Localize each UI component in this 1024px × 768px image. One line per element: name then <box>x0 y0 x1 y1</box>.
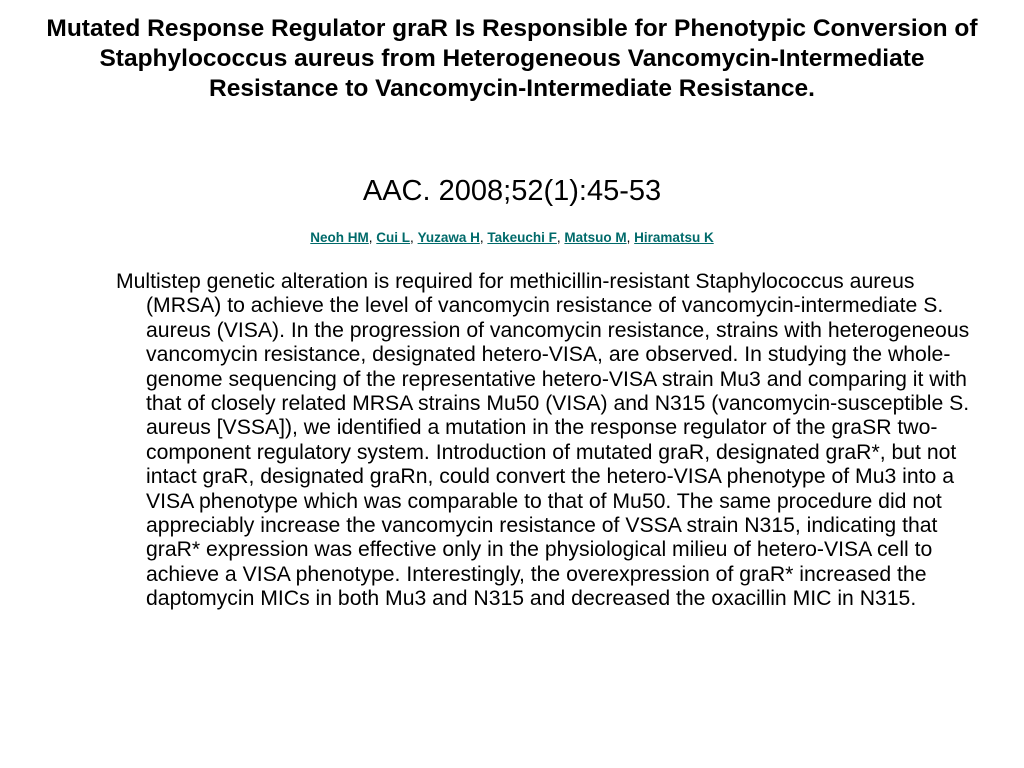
journal-citation: AAC. 2008;52(1):45-53 <box>362 175 662 207</box>
author-separator: , <box>410 230 418 245</box>
paper-title: Mutated Response Regulator graR Is Responsible for Phenotypic Conversion of Staphylococcus aureus from Heterogeneous Vancomycin-Intermediate Resistance to Vancomycin-Intermediate Resistance. <box>46 15 978 102</box>
author-link[interactable]: Takeuchi F <box>487 230 557 245</box>
author-separator: , <box>368 230 377 245</box>
author-link[interactable]: Neoh HM <box>310 230 369 245</box>
author-link[interactable]: Hiramatsu K <box>634 230 714 245</box>
author-separator: , <box>479 230 488 245</box>
author-list <box>0 229 1024 247</box>
abstract-text: Multistep genetic alteration is required for methicillin-resistant Staphylococcus aureus (MRSA) to achieve the level of vancomycin resistance of vancomycin-intermediate S. aureus (VISA). In the progression of vancomycin resistance, strains with heterogeneous vancomycin resistance, designated hetero-VISA, are observed. In studying the whole-genome sequencing of the representative hetero-VISA strain Mu3 and comparing it with that of closely related MRSA strains Mu50 (VISA) and N315 (vancomycin-susceptible S. aureus [VSSA]), we identified a mutation in the response regulator of the graSR two-component regulatory system. Introduction of mutated graR, designated graR*, but not intact graR, designated graRn, could convert the hetero-VISA phenotype of Mu3 into a VISA phenotype which was comparable to that of Mu50. The same procedure did not appreciably increase the vancomycin resistance of VSSA strain N315, indicating that graR* expression was effective only in the physiological milieu of hetero-VISA cell to achieve a VISA phenotype. Interestingly, the overexpression of graR* increased the daptomycin MICs in both Mu3 and N315 and decreased the oxacillin MIC in N315. <box>116 270 970 611</box>
author-link[interactable]: Cui L <box>376 230 411 245</box>
author-separator: , <box>556 230 565 245</box>
author-link[interactable]: Matsuo M <box>564 230 627 245</box>
author-link[interactable]: Yuzawa H <box>417 230 480 245</box>
author-separator: , <box>626 230 635 245</box>
